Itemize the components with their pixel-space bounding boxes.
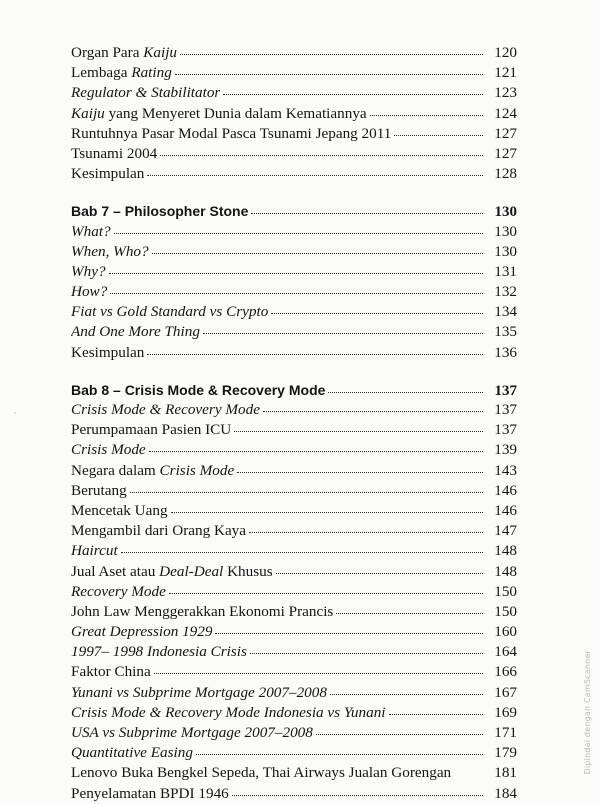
entry-title-part: Organ Para [71, 44, 144, 61]
toc-entry[interactable] [71, 723, 517, 743]
entry-title [71, 242, 149, 262]
toc-entry[interactable] [71, 784, 517, 804]
toc-entry[interactable] [71, 63, 517, 83]
entry-title [71, 763, 451, 783]
toc-entry[interactable] [71, 440, 517, 460]
page-number: 171 [494, 724, 517, 741]
entry-title-italic-part: Yunani vs Subprime Mortgage 2007–2008 [71, 683, 327, 701]
entry-title [71, 43, 177, 63]
entry-title [71, 222, 111, 242]
entry-title [71, 262, 106, 282]
toc-entry[interactable] [71, 562, 517, 582]
entry-title-italic-part: Crisis Mode [159, 461, 235, 479]
entry-title-italic-part: Crisis Mode & Recovery Mode [71, 401, 260, 418]
dot-leader [110, 292, 483, 294]
entry-title [71, 662, 151, 682]
toc-entry[interactable] [71, 622, 517, 642]
entry-title-italic-part: How? [71, 283, 108, 301]
dot-leader [250, 652, 483, 654]
page-number: 167 [494, 683, 517, 701]
entry-title-part: Lenovo Buka Bengkel Sepeda, Thai Airways Jualan Gorengan [71, 764, 452, 782]
toc-entry[interactable] [71, 683, 517, 703]
dot-leader [232, 794, 483, 796]
entry-title [71, 440, 146, 460]
entry-title-part: Kesimpulan [71, 165, 145, 183]
entry-title [71, 602, 333, 622]
entry-title-italic-part: Quantitative Easing [71, 744, 193, 762]
page-number: 127 [494, 144, 517, 162]
toc-entry[interactable] [71, 302, 517, 322]
entry-title [71, 420, 231, 440]
entry-title-italic-part: When, Who? [71, 242, 149, 260]
page-number: 132 [494, 283, 517, 301]
entry-title [71, 164, 144, 184]
page-number: 143 [494, 461, 517, 479]
page-number: 120 [494, 44, 517, 61]
toc-entry[interactable] [71, 164, 517, 184]
page-number: 134 [494, 303, 517, 321]
entry-title [71, 582, 166, 602]
table-of-contents [71, 43, 517, 804]
page-number: 139 [494, 441, 517, 459]
page-number: 169 [494, 703, 517, 721]
toc-section-bab7 [71, 201, 517, 363]
entry-title-part: Jual Aset atau [71, 562, 160, 580]
dot-leader [154, 672, 483, 674]
page-number: 137 [494, 382, 517, 399]
dot-leader [147, 353, 483, 355]
entry-title-part: Khusus [223, 562, 273, 580]
page-number: 136 [494, 343, 517, 361]
entry-title-italic-part: Crisis Mode [71, 441, 146, 459]
entry-title-italic-part: Why? [71, 262, 106, 280]
entry-title-italic-part: Kaiju [143, 44, 178, 61]
entry-title [71, 743, 193, 763]
entry-title-italic-part: Haircut [71, 542, 118, 560]
toc-entry[interactable] [71, 602, 517, 622]
toc-entry[interactable] [71, 282, 517, 302]
dot-leader [336, 612, 483, 614]
page-number: 148 [494, 542, 517, 560]
toc-entry[interactable] [71, 43, 517, 63]
entry-title-part: Berutang [71, 481, 127, 499]
page-number: 121 [494, 64, 517, 82]
entry-title [71, 622, 212, 642]
entry-title-part: Tsunami 2004 [71, 144, 158, 162]
entry-title-italic-part: 1997– 1998 Indonesia Crisis [71, 643, 247, 661]
entry-title [71, 343, 144, 363]
page-number: 130 [494, 242, 517, 260]
dot-leader [114, 232, 483, 234]
toc-entry[interactable] [71, 144, 517, 164]
page-number: 137 [494, 401, 517, 418]
entry-title [71, 521, 246, 541]
dot-leader [175, 73, 483, 75]
dot-leader [234, 430, 483, 432]
dot-leader [109, 272, 483, 274]
toc-entry[interactable] [71, 743, 517, 763]
dot-leader [203, 332, 483, 334]
chapter-title: Bab 8 – Crisis Mode & Recovery Mode [71, 381, 326, 398]
dot-leader [237, 471, 483, 473]
toc-section-bab6-continued [71, 43, 517, 184]
dot-leader [215, 632, 483, 634]
entry-title-italic-part: And One More Thing [71, 323, 200, 341]
page-number: 160 [494, 623, 517, 641]
page-number: 166 [494, 663, 517, 681]
dot-leader [223, 93, 483, 95]
entry-title [71, 562, 273, 582]
dot-leader [271, 312, 483, 314]
toc-entry[interactable] [71, 521, 517, 541]
entry-title-part: Kesimpulan [71, 343, 145, 361]
toc-section-bab8 [71, 380, 517, 804]
entry-title [71, 322, 200, 342]
dot-leader [160, 154, 483, 156]
entry-title-part: Penyelamatan BPDI 1946 [71, 784, 229, 802]
page-number: 147 [494, 522, 517, 540]
entry-title [71, 302, 268, 322]
entry-title-italic-part: Kaiju [71, 104, 105, 122]
entry-title [71, 501, 168, 521]
toc-entry[interactable] [71, 481, 517, 501]
toc-entry[interactable] [71, 343, 517, 363]
entry-title [71, 104, 367, 124]
page-number: 164 [494, 643, 517, 661]
page-number: 148 [494, 562, 517, 580]
page-number: 131 [494, 262, 517, 280]
toc-entry[interactable] [71, 322, 517, 342]
dot-leader [249, 531, 483, 533]
chapter-heading-bab8[interactable] [71, 380, 517, 400]
entry-title-part: John Law Menggerakkan Ekonomi Prancis [71, 602, 334, 620]
section-gap [71, 184, 517, 201]
entry-title-part: Lembaga [71, 64, 132, 82]
toc-entry[interactable] [71, 501, 517, 521]
page-number: 146 [494, 481, 517, 499]
scan-mark: , [14, 406, 16, 415]
toc-entry[interactable] [71, 262, 517, 282]
toc-entry[interactable] [71, 104, 517, 124]
entry-title-italic-part: Fiat vs Gold Standard vs Crypto [71, 303, 269, 321]
dot-leader [121, 551, 483, 553]
toc-entry[interactable] [71, 461, 517, 481]
chapter-heading-bab7[interactable] [71, 201, 517, 221]
entry-title-part: Mengambil dari Orang Kaya [71, 522, 247, 540]
dot-leader [316, 733, 483, 735]
page-number: 124 [494, 104, 517, 122]
entry-title [71, 144, 157, 164]
page-number: 150 [494, 582, 517, 600]
toc-entry[interactable] [71, 420, 517, 440]
entry-title-italic-part: What? [71, 222, 111, 240]
page-number: 179 [494, 744, 517, 762]
entry-title-part: Perumpamaan Pasien ICU [71, 421, 232, 439]
toc-entry[interactable] [71, 763, 517, 783]
page-number: 123 [494, 84, 517, 102]
page-number: 150 [494, 602, 517, 620]
entry-title-italic-part: Great Depression 1929 [71, 623, 213, 641]
toc-entry[interactable] [71, 642, 517, 662]
toc-entry[interactable] [71, 541, 517, 561]
entry-title-italic-part: USA vs Subprime Mortgage 2007–2008 [71, 724, 313, 741]
entry-title [71, 481, 127, 501]
entry-title [71, 124, 391, 144]
toc-entry[interactable] [71, 400, 517, 420]
dot-leader [196, 753, 483, 755]
entry-title-part: yang Menyeret Dunia dalam Kematiannya [104, 104, 367, 122]
entry-title-italic-part: Rating [131, 64, 172, 82]
entry-title [71, 541, 118, 561]
entry-title [71, 461, 234, 481]
dot-leader [328, 391, 483, 393]
entry-title [71, 784, 229, 804]
entry-title [71, 723, 313, 743]
dot-leader [370, 114, 483, 116]
dot-leader [169, 592, 483, 594]
page-number: 137 [494, 421, 517, 439]
page-number: 130 [494, 222, 517, 240]
section-gap [71, 363, 517, 380]
toc-entry[interactable] [71, 582, 517, 602]
toc-entry[interactable] [71, 83, 517, 103]
toc-entry[interactable] [71, 662, 517, 682]
dot-leader [276, 572, 483, 574]
dot-leader [147, 174, 483, 176]
toc-entry[interactable] [71, 242, 517, 262]
entry-title-italic-part: Deal-Deal [159, 562, 224, 580]
dot-leader [171, 511, 483, 513]
entry-title [71, 83, 220, 103]
entry-title-italic-part: Crisis Mode & Recovery Mode Indonesia vs Yunani [71, 703, 386, 721]
dot-leader [130, 491, 483, 493]
entry-title [71, 642, 247, 662]
entry-title-italic-part: Regulator & Stabilitator [71, 84, 221, 102]
scanner-watermark: Dipindai dengan CamScanner [583, 650, 592, 775]
page-number: 184 [494, 784, 517, 802]
entry-title-part: Faktor China [71, 663, 151, 681]
dot-leader [152, 252, 483, 254]
entry-title-part: Runtuhnya Pasar Modal Pasca Tsunami Jepang 2011 [71, 124, 392, 142]
dot-leader [180, 53, 483, 55]
dot-leader [149, 450, 483, 452]
dot-leader [263, 410, 483, 412]
entry-title [71, 400, 260, 420]
page-number: 127 [494, 124, 517, 142]
dot-leader [454, 774, 483, 775]
dot-leader [330, 693, 483, 695]
dot-leader [389, 713, 483, 715]
entry-title-part: Negara dalam [71, 461, 160, 479]
dot-leader [394, 134, 483, 136]
entry-title [71, 63, 172, 83]
toc-entry[interactable] [71, 222, 517, 242]
toc-entry[interactable] [71, 124, 517, 144]
entry-title [71, 703, 386, 723]
dot-leader [251, 212, 483, 214]
entry-title [71, 282, 107, 302]
page-number: 181 [494, 764, 517, 782]
page-number: 135 [494, 323, 517, 341]
page-number: 146 [494, 501, 517, 519]
page-number: 128 [494, 165, 517, 183]
page-number: 130 [494, 204, 517, 221]
toc-entry[interactable] [71, 703, 517, 723]
entry-title-part: Mencetak Uang [71, 501, 168, 519]
chapter-title: Bab 7 – Philosopher Stone [71, 203, 249, 220]
entry-title-italic-part: Recovery Mode [71, 582, 166, 600]
entry-title [71, 683, 327, 703]
